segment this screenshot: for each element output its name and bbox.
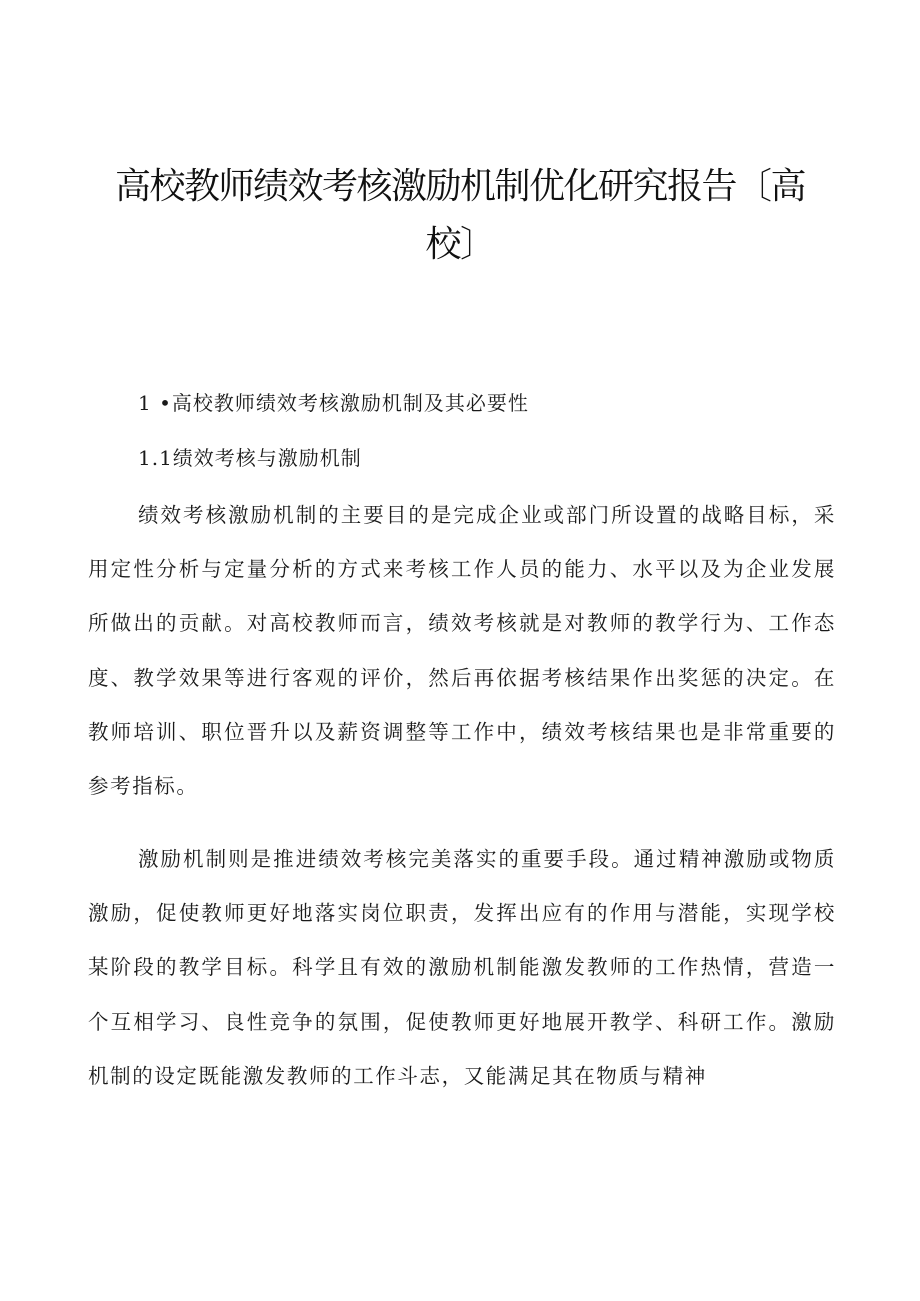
body-paragraph: 绩效考核激励机制的主要目的是完成企业或部门所设置的战略目标，采用定性分析与定量分析的方式来考核工作人员的能力、水平以及为企业发展所做出的贡献。对高校教师而言，绩效考核就是对教师的教学行为、工作态度、教学效果等进行客观的评价，然后再依据考核结果作出奖惩的决定。在教师培训、职位晋升以及薪资调整等工作中，绩效考核结果也是非常重要的参考指标。 (88, 503, 836, 799)
section-heading: 1 •高校教师绩效考核激励机制及其必要性 (138, 391, 529, 415)
body-paragraph: 激励机制则是推进绩效考核完美落实的重要手段。通过精神激励或物质激励，促使教师更好地落实岗位职责，发挥出应有的作用与潜能，实现学校某阶段的教学目标。科学且有效的激励机制能激发教师的工作热情，营造一个互相学习、良性竞争的氛围，促使教师更好地展开教学、科研工作。激励机制的设定既能激发教师的工作斗志，又能满足其在物质与精神 (88, 847, 836, 1088)
subsection-heading: 1.1绩效考核与激励机制 (138, 446, 362, 470)
document-title: 高校教师绩效考核激励机制优化研究报告〔高校〕 (114, 166, 805, 265)
